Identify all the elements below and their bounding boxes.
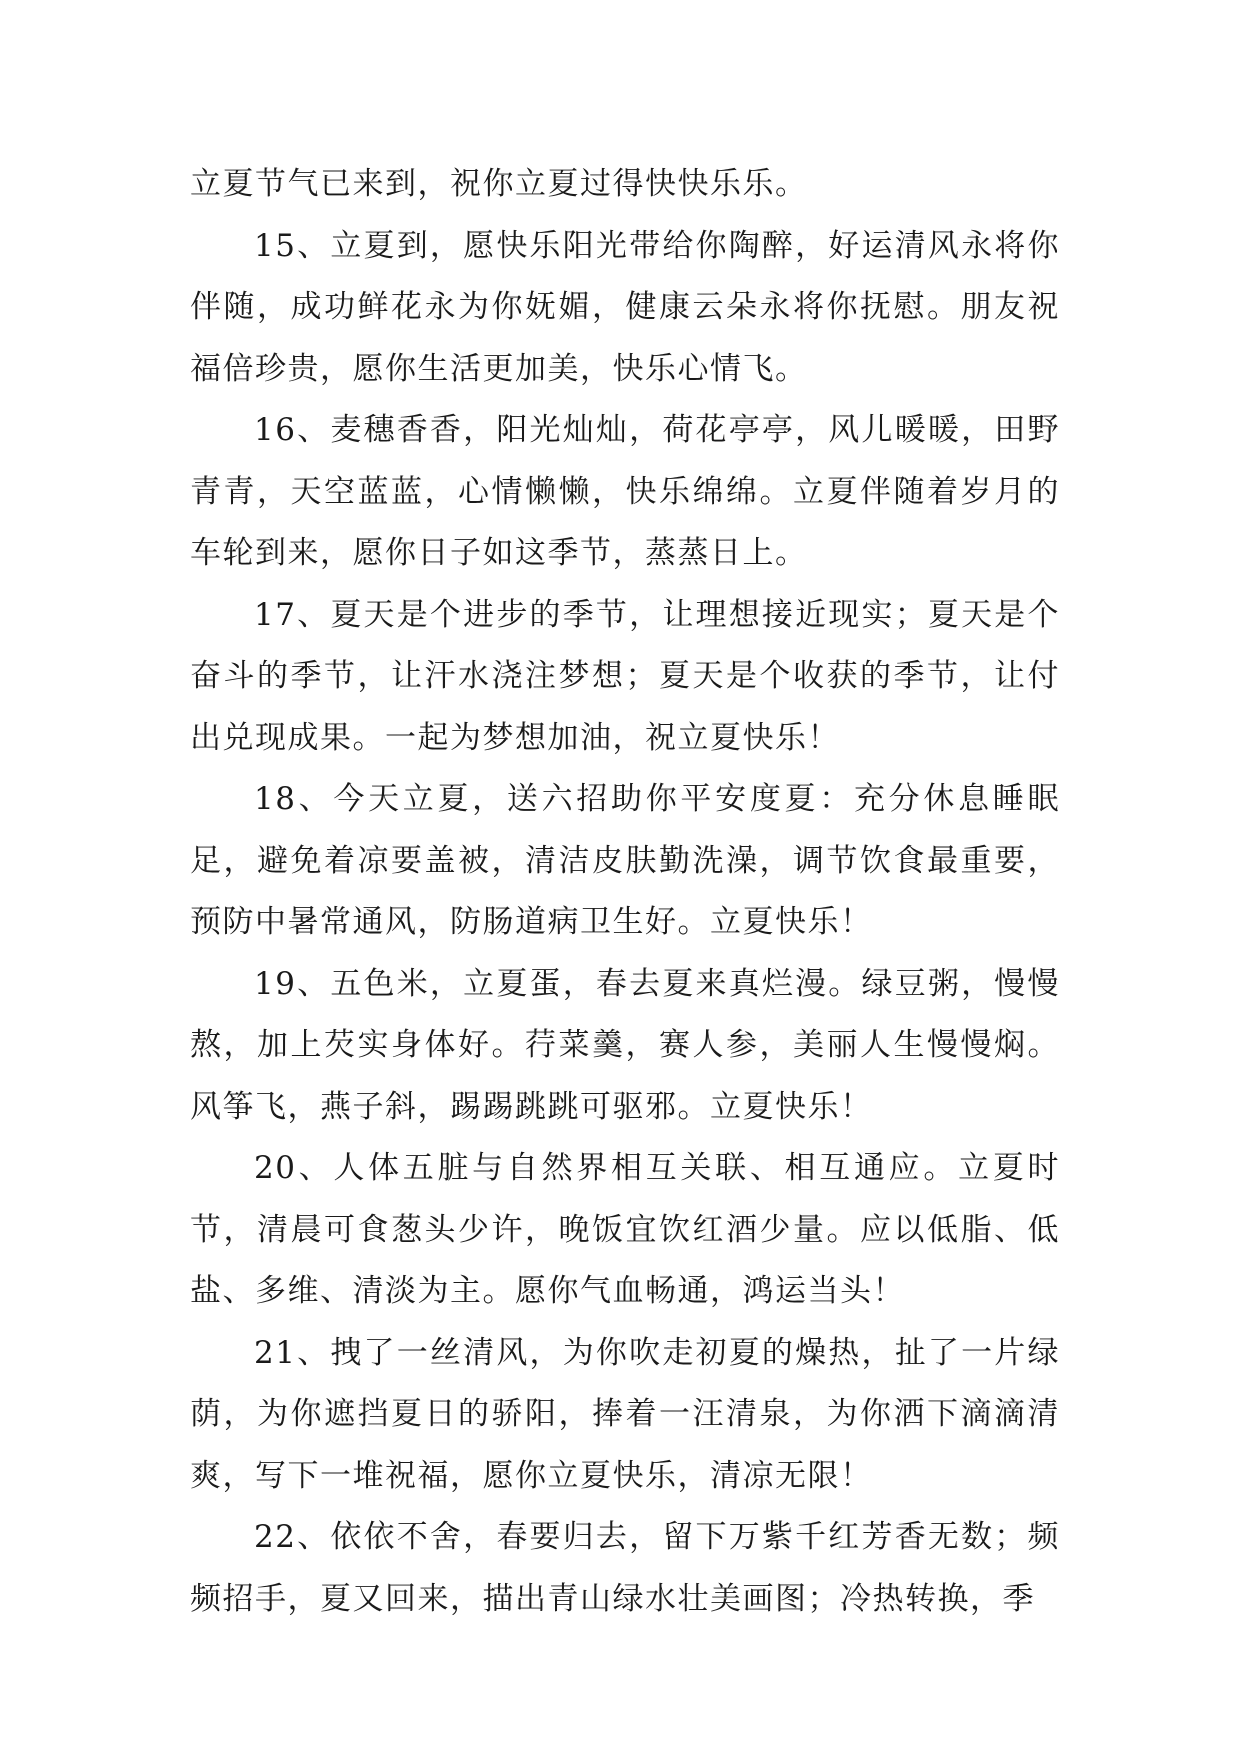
paragraph-19: 19、五色米，立夏蛋，春去夏来真烂漫。绿豆粥，慢慢熬，加上芡实身体好。荇菜羹，赛人参，美丽人生慢慢焖。风筝飞，燕子斜，踢踢跳跳可驱邪。立夏快乐！: [190, 965, 1060, 1125]
paragraph-17: 17、夏天是个进步的季节，让理想接近现实；夏天是个奋斗的季节，让汗水浇注梦想；夏天是个收获的季节，让付出兑现成果。一起为梦想加油，祝立夏快乐！: [190, 596, 1060, 756]
paragraph-15: 15、立夏到，愿快乐阳光带给你陶醉，好运清风永将你伴随，成功鲜花永为你妩媚，健康云朵永将你抚慰。朋友祝福倍珍贵，愿你生活更加美，快乐心情飞。: [190, 227, 1060, 387]
paragraph-18: 18、今天立夏，送六招助你平安度夏：充分休息睡眠足，避免着凉要盖被，清洁皮肤勤洗澡，调节饮食最重要，预防中暑常通风，防肠道病卫生好。立夏快乐！: [190, 781, 1060, 940]
paragraph-16: 16、麦穗香香，阳光灿灿，荷花亭亭，风儿暖暖，田野青青，天空蓝蓝，心情懒懒，快乐绵绵。立夏伴随着岁月的车轮到来，愿你日子如这季节，蒸蒸日上。: [190, 412, 1060, 571]
paragraph-22: 22、依依不舍，春要归去，留下万紫千红芳香无数；频频招手，夏又回来，描出青山绿水壮美画图；冷热转换，季: [190, 1519, 1060, 1617]
document-body: [190, 154, 1060, 1630]
paragraph-continuation: 立夏节气已来到，祝你立夏过得快快乐乐。: [190, 166, 808, 202]
paragraph-21: 21、拽了一丝清风，为你吹走初夏的燥热，扯了一片绿荫，为你遮挡夏日的骄阳，捧着一汪清泉，为你洒下滴滴清爽，写下一堆祝福，愿你立夏快乐，清凉无限！: [190, 1334, 1060, 1494]
paragraph-20: 20、人体五脏与自然界相互关联、相互通应。立夏时节，清晨可食葱头少许，晚饭宜饮红酒少量。应以低脂、低盐、多维、清淡为主。愿你气血畅通，鸿运当头！: [190, 1150, 1060, 1309]
